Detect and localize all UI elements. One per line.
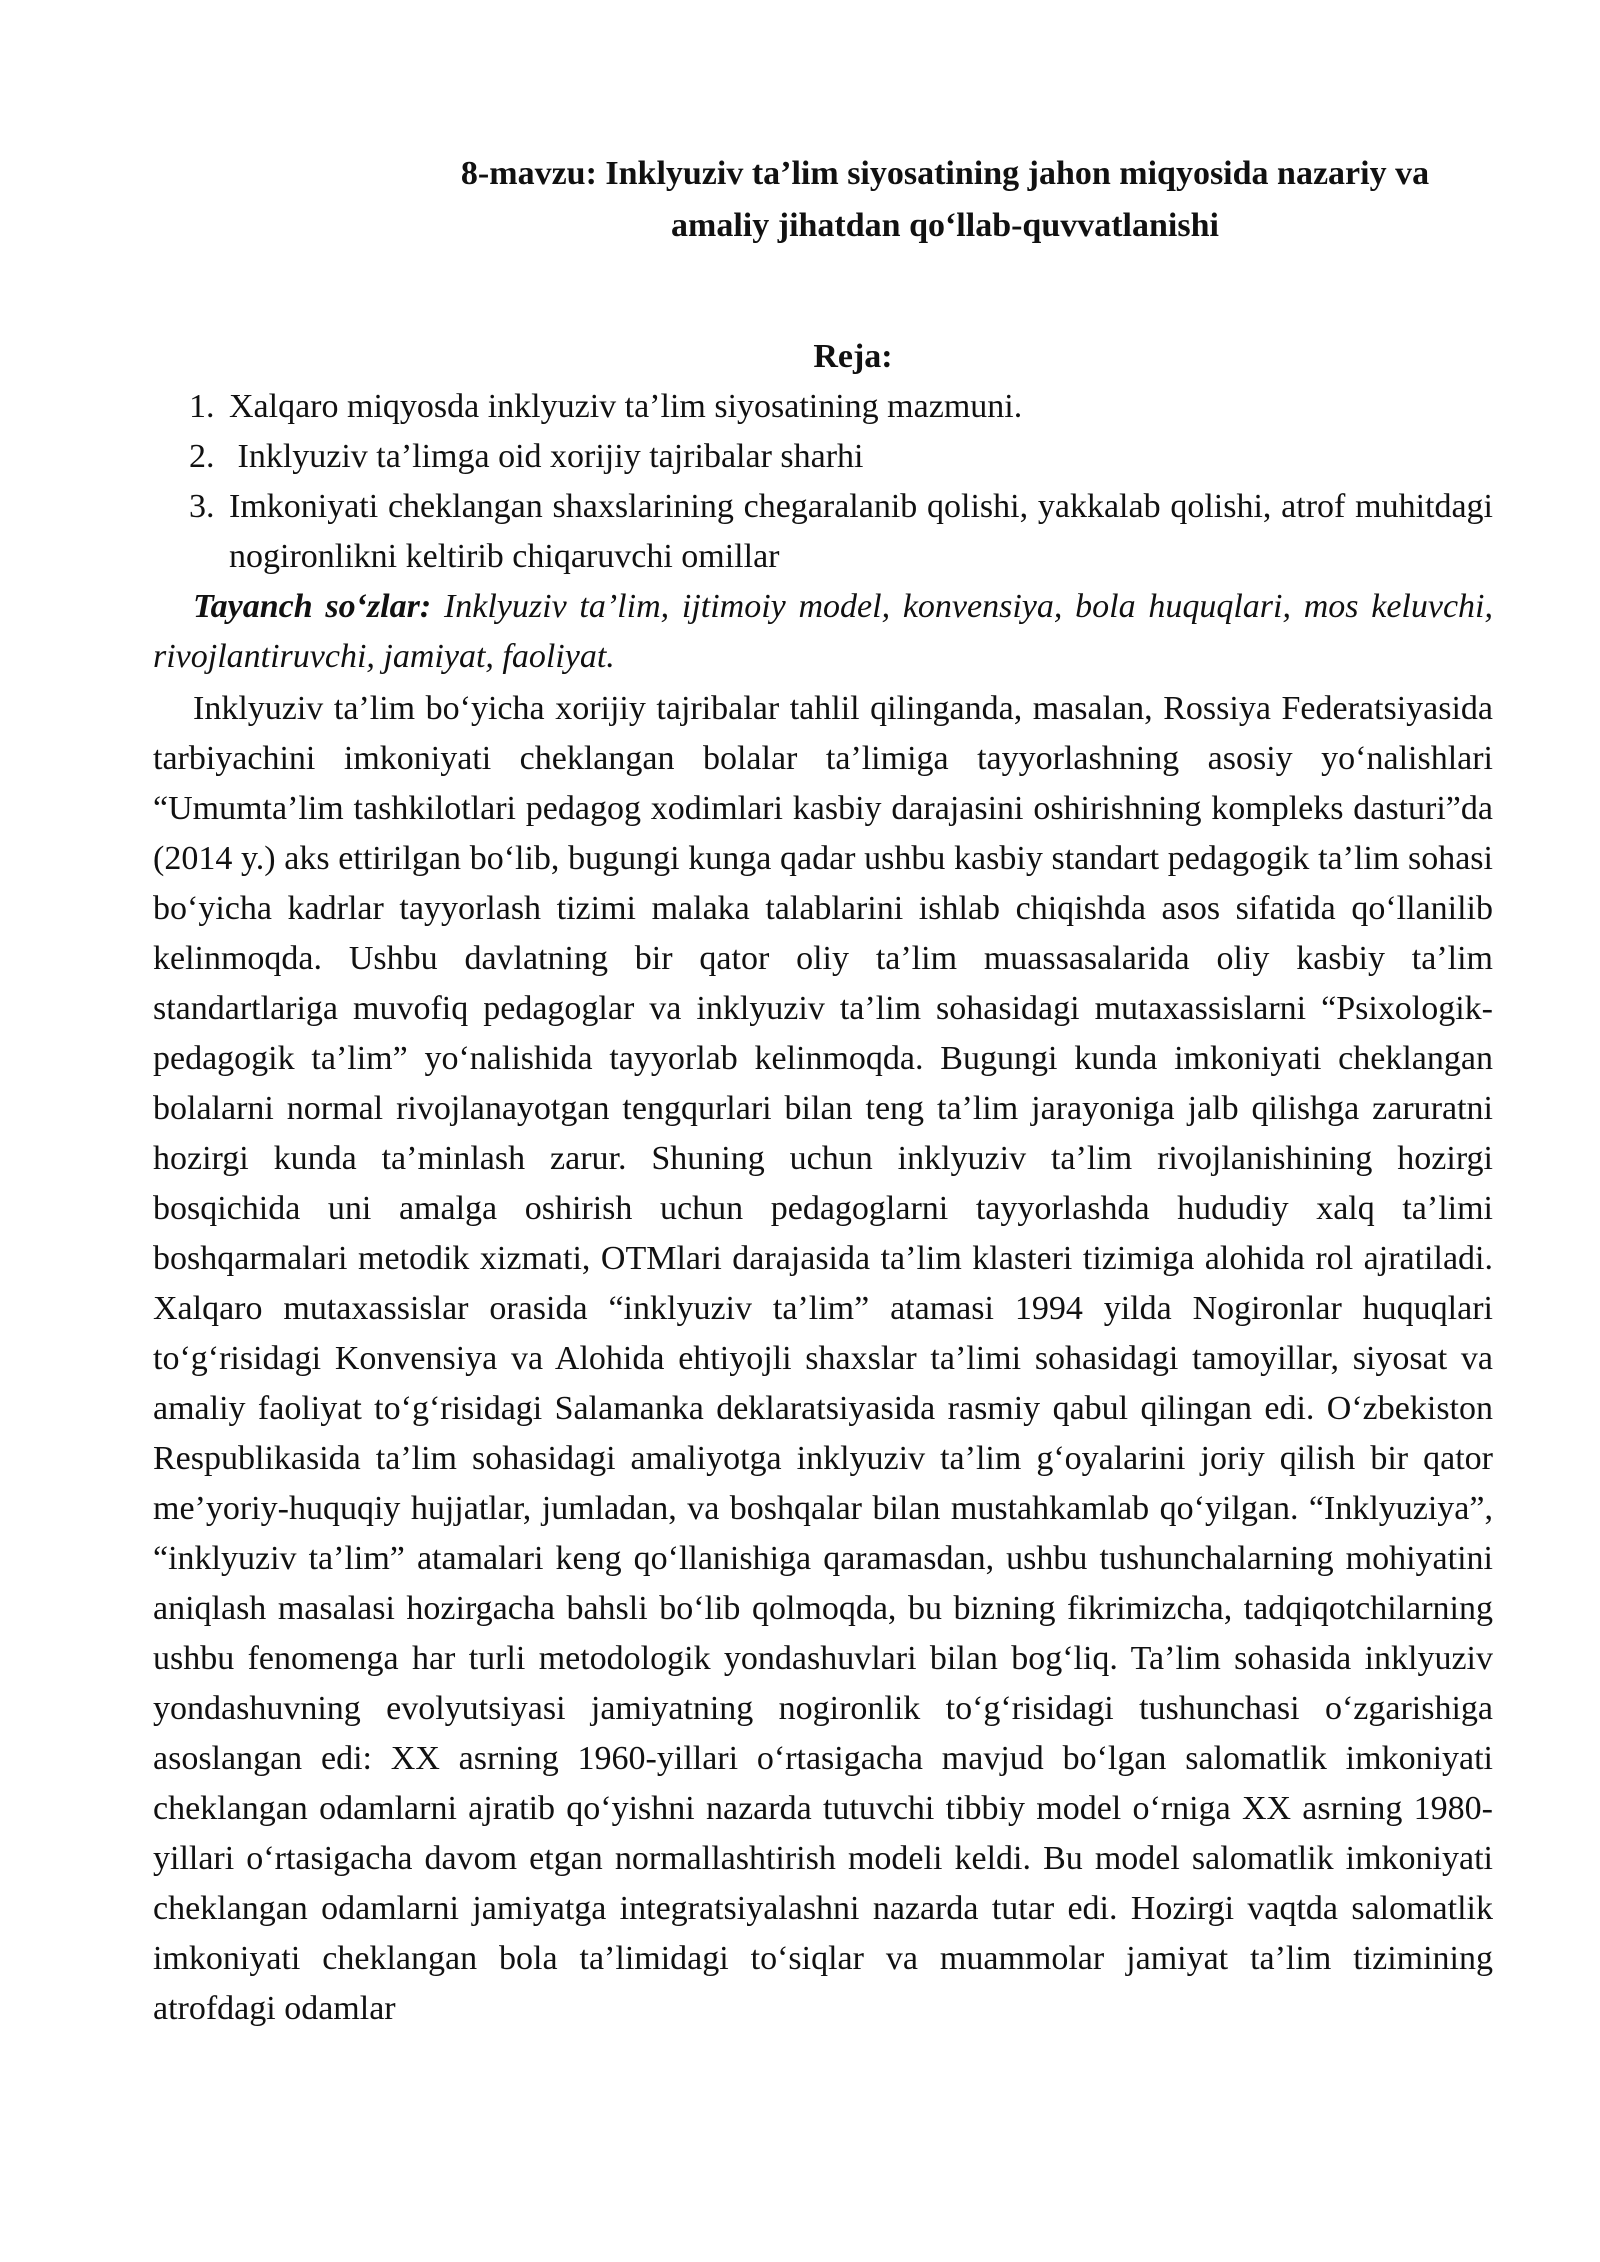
plan-item-number: 1. (189, 388, 215, 425)
keywords-paragraph (153, 582, 1502, 682)
document-title (365, 148, 1525, 252)
plan-item-number: 3. (189, 488, 215, 525)
plan-heading: Reja: (813, 338, 893, 375)
plan-item-text: Xalqaro miqyosda inklyuziv ta’lim siyosatining mazmuni. (229, 388, 1023, 425)
plan-item-number: 2. (189, 438, 215, 475)
document-page (153, 148, 1502, 2034)
plan-item-text: Inklyuziv ta’limga oid xorijiy tajribalar sharhi (229, 438, 864, 475)
keywords-label: Tayanch so‘zlar: (193, 588, 432, 625)
plan-item (153, 432, 1493, 482)
plan-item-text: Imkoniyati cheklangan shaxslarining chegaralanib qolishi, yakkalab qolishi, atrof muhitdagi nogironlikni keltirib chiqaruvchi omillar (229, 488, 1493, 575)
body-paragraph: Inklyuziv ta’lim bo‘yicha xorijiy tajribalar tahlil qilinganda, masalan, Rossiya Federatsiyasida tarbiyachini imkoniyati cheklangan bolalar ta’limiga tayyorlashning asosiy yo‘nalishlari “Umumta’lim tashkilotlari pedagog xodimlari kasbiy darajasini oshirishning kompleks dasturi”da (2014 y.) aks ettirilgan bo‘lib, bugungi kunga qadar ushbu kasbiy standart pedagogik ta’lim sohasi bo‘yicha kadrlar tayyorlash tizimi malaka talablarini ishlab chiqishda asos sifatida qo‘llanilib kelinmoqda. Ushbu davlatning bir qator oliy ta’lim muassasalarida oliy kasbiy ta’lim standartlariga muvofiq pedagoglar va inklyuziv ta’lim sohasidagi mutaxassislarni “Psixologik-pedagogik ta’lim” yo‘nalishida tayyorlab kelinmoqda. Bugungi kunda imkoniyati cheklangan bolalarni normal rivojlanayotgan tengqurlari bilan teng ta’lim jarayoniga jalb qilishga zaruratni hozirgi kunda ta’minlash zarur. Shuning uchun inklyuziv ta’lim rivojlanishining hozirgi bosqichida uni amalga oshirish uchun pedagoglarni tayyorlashda hududiy xalq ta’limi boshqarmalari metodik xizmati, OTMlari darajasida ta’lim klasteri tizimiga alohida rol ajratiladi. Xalqaro mutaxassislar orasida “inklyuziv ta’lim” atamasi 1994 yilda Nogironlar huquqlari to‘g‘risidagi Konvensiya va Alohida ehtiyojli shaxslar ta’limi sohasidagi tamoyillar, siyosat va amaliy faoliyat to‘g‘risidagi Salamanka deklaratsiyasida rasmiy qabul qilingan edi. O‘zbekiston Respublikasida ta’lim sohasidagi amaliyotga inklyuziv ta’lim g‘oyalarini joriy qilish bir qator me’yoriy-huquqiy hujjatlar, jumladan, va boshqalar bilan mustahkamlab qo‘yilgan. “Inklyuziya”, “inklyuziv ta’lim” atamalari keng qo‘llanishiga qaramasdan, ushbu tushunchalarning mohiyatini aniqlash masalasi hozirgacha bahsli bo‘lib qolmoqda, bu bizning fikrimizcha, tadqiqotchilarning ushbu fenomenga har turli metodologik yondashuvlari bilan bog‘liq. Ta’lim sohasida inklyuziv yondashuvning evolyutsiyasi jamiyatning nogironlik to‘g‘risidagi tushunchasi o‘zgarishiga asoslangan edi: XX asrning 1960-yillari o‘rtasigacha mavjud bo‘lgan salomatlik imkoniyati cheklangan odamlarni ajratib qo‘yishni nazarda tutuvchi tibbiy model o‘rniga XX asrning 1980-yillari o‘rtasigacha davom etgan normallashtirish modeli keldi. Bu model salomatlik imkoniyati cheklangan odamlarni jamiyatga integratsiyalashni nazarda tutar edi. Hozirgi vaqtda salomatlik imkoniyati cheklangan bola ta’limidagi to‘siqlar va muammolar jamiyat ta’lim tizimining atrofdagi odamlar (153, 690, 1493, 2027)
keywords-text: Inklyuziv ta’lim, ijtimoiy model, konvensiya, bola huquqlari, mos keluvchi, rivojlantiruvchi, jamiyat, faoliyat. (153, 588, 1502, 675)
plan-item (153, 482, 1493, 582)
plan-list (153, 382, 1493, 582)
plan-item (153, 382, 1493, 432)
title-line-2: amaliy jihatdan qo‘llab-quvvatlanishi (671, 207, 1219, 244)
title-line-1: 8-mavzu: Inklyuziv ta’lim siyosatining jahon miqyosida nazariy va (460, 155, 1430, 192)
